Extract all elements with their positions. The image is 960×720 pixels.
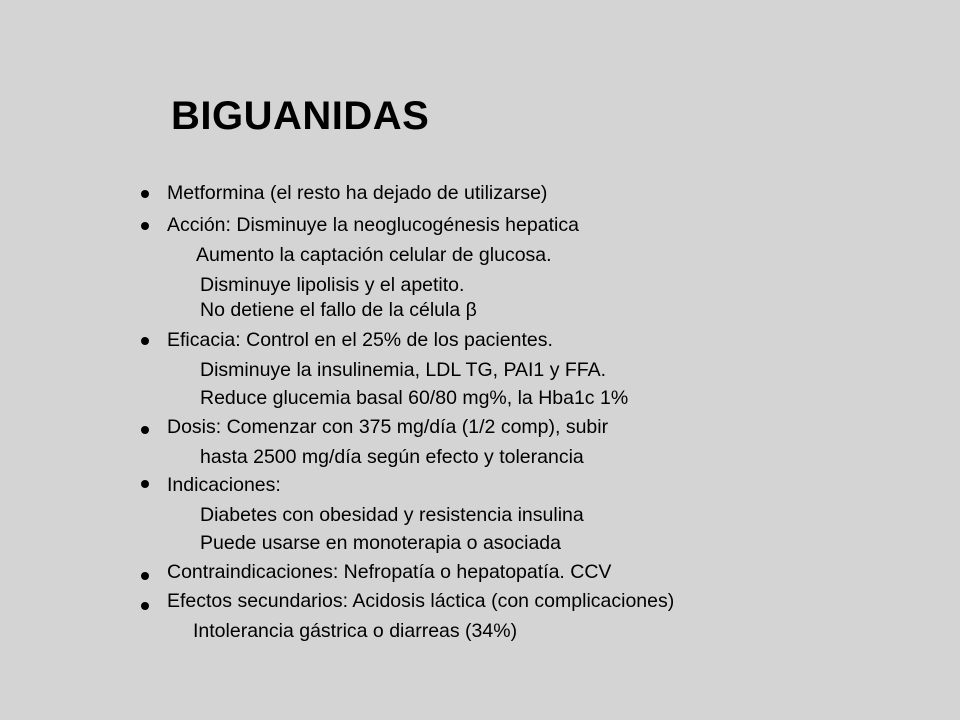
bullet-text: Contraindicaciones: Nefropatía o hepatopatía. CCV xyxy=(167,561,612,583)
bullet-continuation: Aumento la captación celular de glucosa. xyxy=(196,244,552,266)
bullet-dot xyxy=(141,572,149,580)
bullet-continuation: hasta 2500 mg/día según efecto y tolerancia xyxy=(200,446,584,468)
bullet-dot xyxy=(141,190,149,198)
bullet-dot xyxy=(141,337,149,345)
bullet-text: Efectos secundarios: Acidosis láctica (con complicaciones) xyxy=(167,590,675,612)
bullet-dot xyxy=(141,426,149,434)
bullet-text: Eficacia: Control en el 25% de los pacientes. xyxy=(167,329,553,351)
bullet-continuation: Intolerancia gástrica o diarreas (34%) xyxy=(193,620,518,642)
bullet-text: Acción: Disminuye la neoglucogénesis hepatica xyxy=(167,214,579,236)
bullet-dot xyxy=(141,602,149,610)
bullet-text: Metformina (el resto ha dejado de utilizarse) xyxy=(167,182,548,204)
bullet-continuation: Puede usarse en monoterapia o asociada xyxy=(200,532,561,554)
slide-title: BIGUANIDAS xyxy=(171,94,430,138)
bullet-continuation: Reduce glucemia basal 60/80 mg%, la Hba1c 1% xyxy=(200,387,629,409)
bullet-continuation: Disminuye la insulinemia, LDL TG, PAI1 y FFA. xyxy=(200,359,607,381)
bullet-continuation: Disminuye lipolisis y el apetito. xyxy=(200,274,465,296)
bullet-text: Indicaciones: xyxy=(167,474,281,496)
bullet-continuation: No detiene el fallo de la célula β xyxy=(200,299,477,321)
bullet-text: Dosis: Comenzar con 375 mg/día (1/2 comp), subir xyxy=(167,416,609,438)
bullet-dot xyxy=(141,222,149,230)
bullet-continuation: Diabetes con obesidad y resistencia insulina xyxy=(200,504,584,526)
bullet-dot xyxy=(141,480,149,488)
